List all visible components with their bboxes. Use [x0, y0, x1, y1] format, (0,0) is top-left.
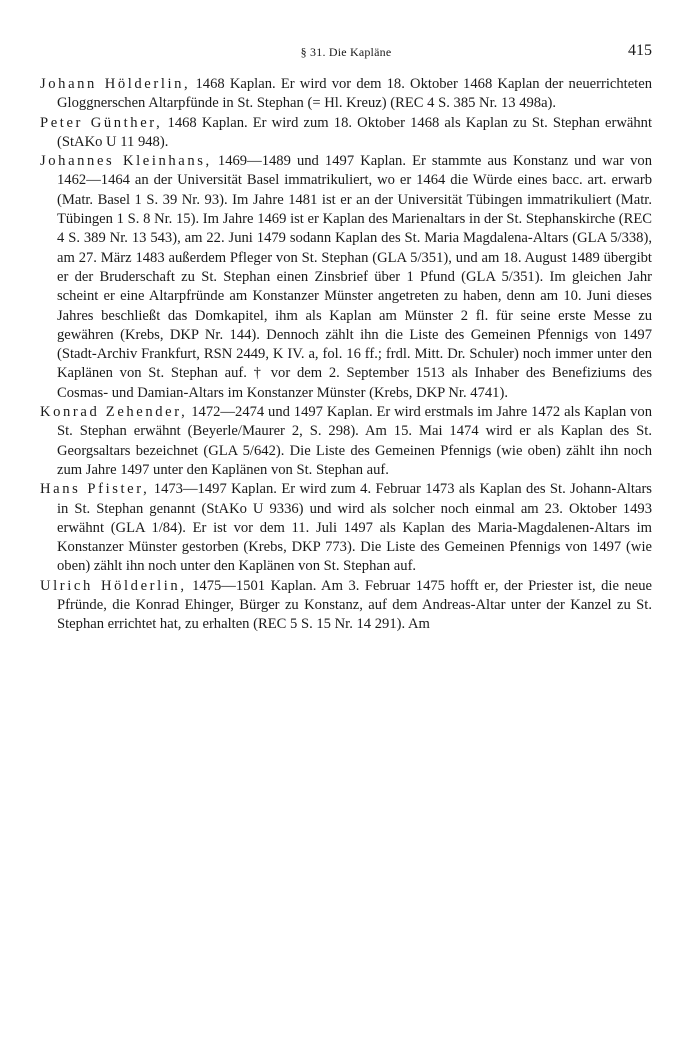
- entry-johannes-kleinhans: [40, 152, 652, 403]
- entry-name: Ulrich Hölderlin,: [40, 577, 187, 594]
- entry-text: 1473—1497 Kaplan. Er wird zum 4. Februar 1473 als Kaplan des St. Johann-Altars in St. Stephan genannt (StAKo U 9336) und wird als solcher noch einmal am 23. Oktober 1493 erwähnt (GLA 1/84). Er ist vor dem 11. Juli 1497 als Kaplan des Maria-Magdalenen-Altars im Konstanzer Münster gestorben (Krebs, DKP 773). Die Liste des Gemeinen Pfennigs von 1497 (wie oben) zählt ihn noch unter den Kaplänen von St. Stephan auf.: [57, 481, 652, 575]
- page-header: [40, 42, 652, 64]
- entry-hans-pfister: [40, 480, 652, 576]
- entry-text: 1475—1501 Kaplan. Am 3. Februar 1475 hofft er, der Priester ist, die neue Pfründe, die Konrad Ehinger, Bürger zu Konstanz, auf dem Andreas-Altar unter der Kanzel zu St. Stephan errichtet hat, zu erhalten (REC 5 S. 15 Nr. 14 291). Am: [57, 577, 653, 633]
- entry-konrad-zehender: [40, 403, 652, 480]
- entry-name: Konrad Zehender,: [40, 404, 188, 421]
- entry-list: [40, 75, 652, 635]
- entry-text: 1472—2474 und 1497 Kaplan. Er wird erstmals im Jahre 1472 als Kaplan von St. Stephan erwähnt (Beyerle/Maurer 2, S. 298). Am 15. Mai 1474 wird er als Kaplan des St. Georgsaltars bezeichnet (GLA 5/642). Die Liste des Gemeinen Pfennigs (wie oben) zählt ihn noch zum Jahre 1497 unter den Kaplänen von St. Stephan auf.: [57, 404, 652, 478]
- running-head: § 31. Die Kapläne: [300, 45, 392, 59]
- entry-text: 1468 Kaplan. Er wird zum 18. Oktober 1468 als Kaplan zu St. Stephan erwähnt (StAKo U 11 948).: [57, 114, 652, 150]
- page-number: 415: [628, 42, 652, 59]
- entry-name: Johann Hölderlin,: [40, 76, 191, 92]
- entry-johann-hoelderlin: [40, 75, 652, 114]
- entry-peter-guenther: [40, 114, 652, 153]
- entry-name: Hans Pfister,: [40, 481, 150, 498]
- entry-name: Peter Günther,: [40, 114, 163, 131]
- entry-ulrich-hoelderlin: [40, 577, 652, 635]
- entry-name: Johannes Kleinhans,: [40, 153, 212, 170]
- entry-text: 1469—1489 und 1497 Kaplan. Er stammte aus Konstanz und war von 1462—1464 an der Universität Basel immatrikuliert, wo er 1464 die Würde eines bacc. art. erwarb (Matr. Basel 1 S. 39 Nr. 93). Im Jahre 1481 ist er an der Universität Tübingen immatrikuliert (Matr. Tübingen 1 S. 8 Nr. 15). Im Jahre 1469 ist er Kaplan des Marienaltars in der St. Stephanskirche (REC 4 S. 389 Nr. 13 543), am 22. Juni 1479 sodann Kaplan des St. Maria Magdalena-Altars (GLA 5/338), am 27. März 1483 außerdem Pfleger von St. Stephan (GLA 5/351), und am 18. August 1489 übergibt er der Bruderschaft zu St. Stephan einen Zinsbrief über 1 Pfund (GLA 5/351). Im gleichen Jahr scheint er eine Altarpfründe am Konstanzer Münster angetreten zu haben, denn am 10. Juni dieses Jahres beschließt das Domkapitel, ihm als Kaplan am Münster 2 fl. für seine erste Messe zu gewähren (Krebs, DKP Nr. 144). Dennoch zählt ihn die Liste des Gemeinen Pfennigs von 1497 (Stadt-Archiv Frankfurt, RSN 2449, K IV. a, fol. 16 ff.; frdl. Mitt. Dr. Schuler) noch immer unter den Kaplänen von St. Stephan auf. † vor dem 2. September 1513 als Inhaber des Benefiziums des Cosmas- und Damian-Altars im Konstanzer Münster (Krebs, DKP Nr. 4741).: [57, 153, 653, 401]
- entry-text: 1468 Kaplan. Er wird vor dem 18. Oktober 1468 Kaplan der neuerrichteten Gloggnerschen Altarpfünde in St. Stephan (= Hl. Kreuz) (REC 4 S. 385 Nr. 13 498a).: [57, 76, 653, 112]
